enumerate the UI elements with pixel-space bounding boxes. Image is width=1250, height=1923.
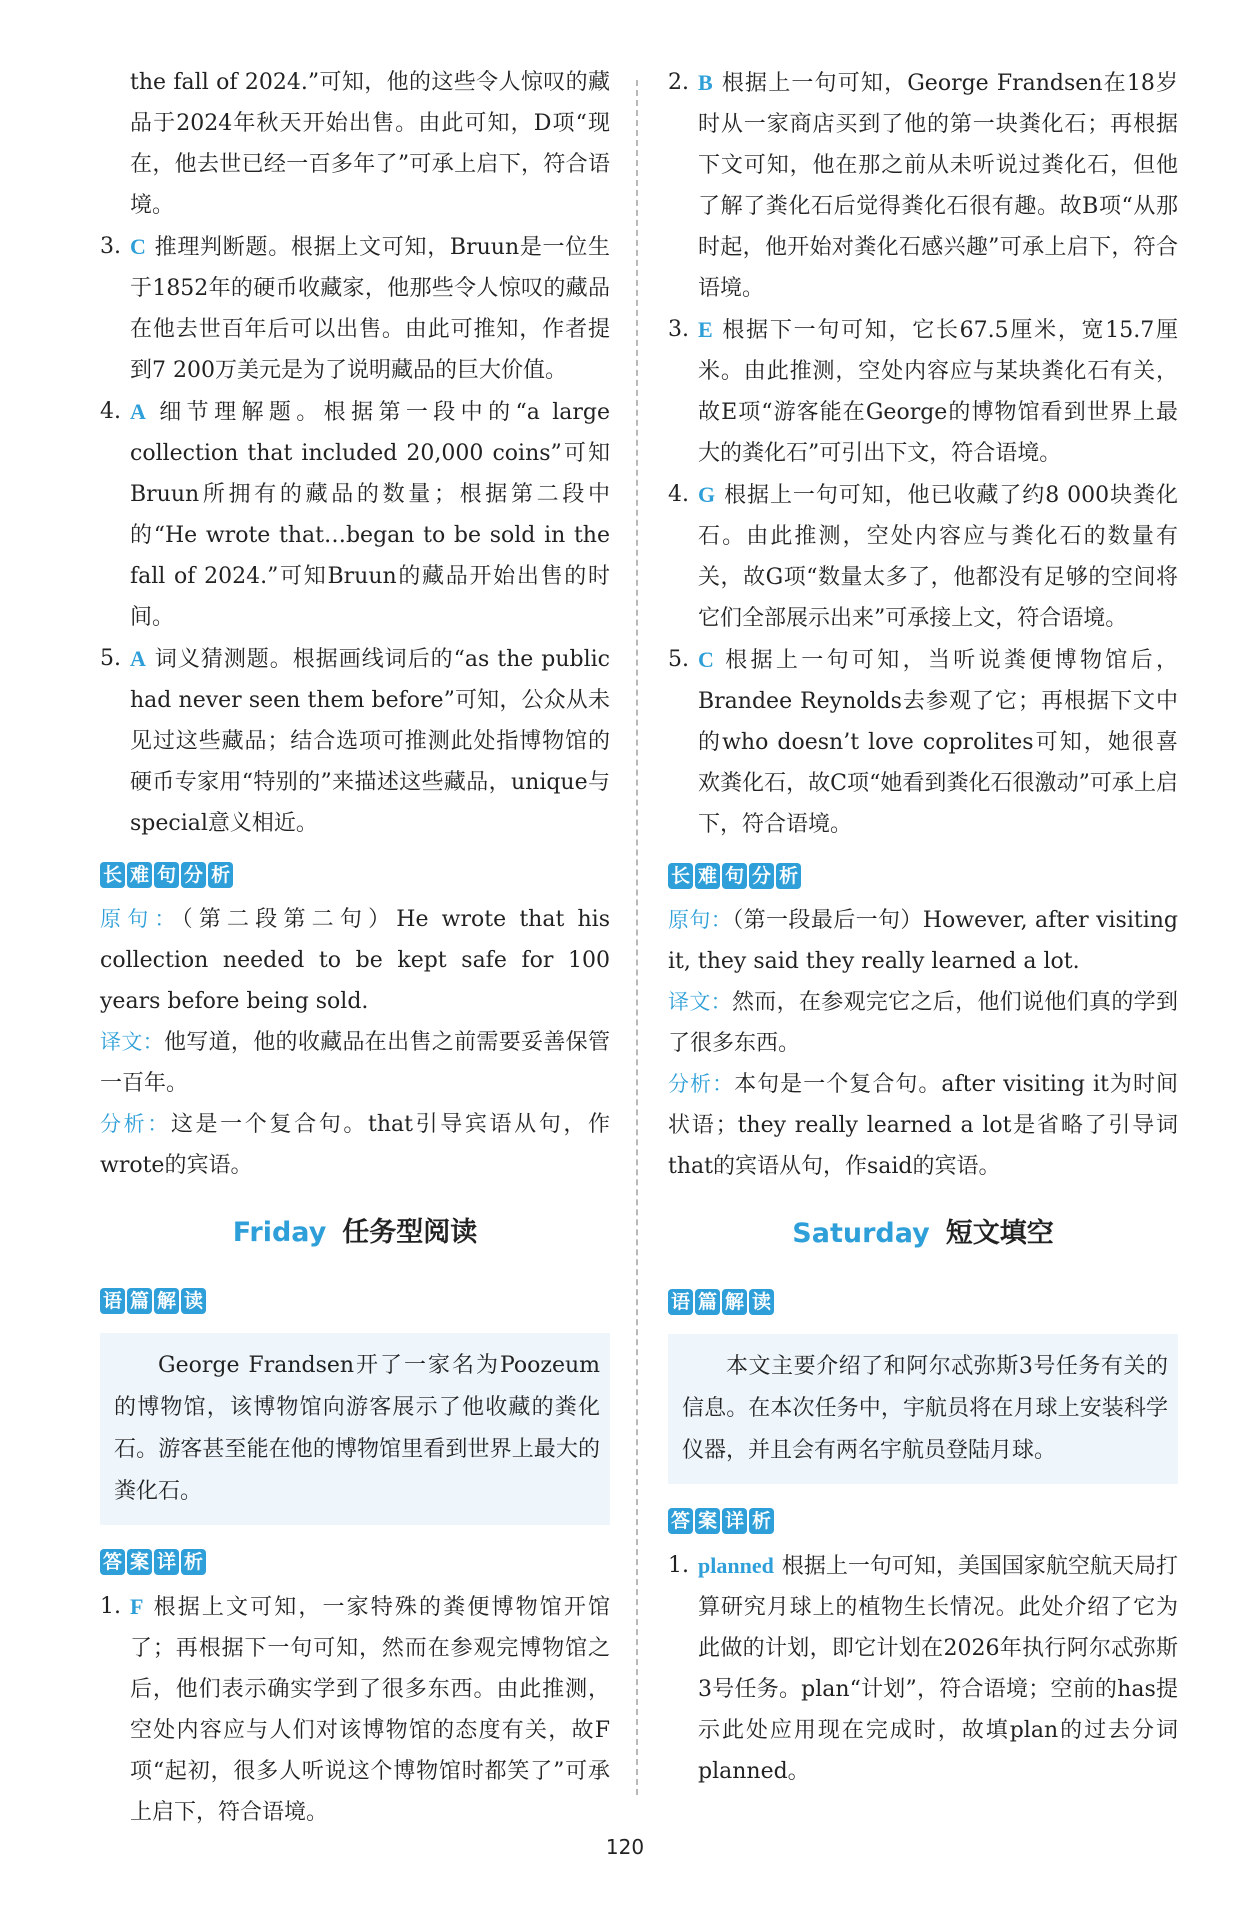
answer-text: 词义猜测题。根据画线词后的“as the public had never seen them before”可知，公众从未见过这些藏品；结合选项可推测此处指博物馆的硬币专家用“特别的”来描述这些藏品，unique与special意义相近。 <box>130 647 610 836</box>
analysis: 分析：本句是一个复合句。after visiting it为时间状语；they really learned a lot是省略了引导词that的宾语从句，作said的宾语。 <box>668 1072 1179 1179</box>
answer-text: 根据上一句可知，他已收藏了约8 000块粪化石。由此推测，空处内容应与粪化石的数量有关，故G项“数量太多了，他都没有足够的空间将它们全部展示出来”可承接上文，符合语境。 <box>698 483 1178 631</box>
answer-text: 根据下一句可知，它长67.5厘米，宽15.7厘米。由此推测，空处内容应与某块粪化石有关，故E项“游客能在George的博物馆看到世界上最大的粪化石”可引出下文，符合语境。 <box>698 318 1178 466</box>
answer-analysis-tag: 答 案 详 析 <box>668 1500 776 1541</box>
answer-text: 根据上一句可知，美国国家航空航天局打算研究月球上的植物生长情况。此处介绍了它为此做的计划，即它计划在2026年执行阿尔忒弥斯3号任务。plan“计划”，符合语境；空前的has提示此处应用现在完成时，故填plan的过去分词planned。 <box>698 1554 1178 1784</box>
answer-letter: A <box>130 646 146 671</box>
answer-number: 3. <box>668 317 689 342</box>
column-divider <box>636 80 638 1795</box>
analysis: 分析：这是一个复合句。that引导宾语从句，作wrote的宾语。 <box>100 1112 611 1178</box>
answer-text: 根据上文可知，一家特殊的粪便博物馆开馆了；再根据下一句可知，然而在参观完博物馆之后，他们表示确实学到了很多东西。由此推测，空处内容应与人们对该博物馆的态度有关，故F项“起初，很多人听说这个博物馆时都笑了”可承上启下，符合语境。 <box>130 1595 610 1825</box>
long-sentence-analysis-tag: 长 难 句 分 析 <box>668 855 803 896</box>
original-sentence: 原句：（第二段第二句）He wrote that his collection needed to be kept safe for 100 years before being sold. <box>100 907 610 1014</box>
friday-summary: George Frandsen开了一家名为Poozeum的博物馆，该博物馆向游客展示了他收藏的粪化石。游客甚至能在他的博物馆里看到世界上最大的粪化石。 <box>100 1333 610 1525</box>
friday-title: Friday 任务型阅读 <box>232 1217 478 1248</box>
answer-letter: E <box>698 317 713 342</box>
answer-analysis-tag: 答 案 详 析 <box>100 1541 208 1582</box>
translation: 译文：然而，在参观完它之后，他们说他们真的学到了很多东西。 <box>668 990 1178 1056</box>
answer-text: 根据上一句可知，当听说粪便博物馆后，Brandee Reynolds去参观了它；再根据下文中的who doesn’t love coprolites可知，她很喜欢粪化石，故C项“她看到粪化石很激动”可承上启下，符合语境。 <box>698 648 1178 837</box>
answer-text: 根据上一句可知，George Frandsen在18岁时从一家商店买到了他的第一块粪化石；再根据下文可知，他在那之前从未听说过粪化石，但他了解了粪化石后觉得粪化石很有趣。故B项“从那时起，他开始对粪化石感兴趣”可承上启下，符合语境。 <box>698 71 1178 301</box>
passage-interpretation-tag: 语 篇 解 读 <box>100 1280 208 1321</box>
translation-label: 译文： <box>100 1030 164 1054</box>
answer-item <box>100 226 610 391</box>
answer-letter: A <box>130 399 146 424</box>
answer-number: 1. <box>668 1553 689 1578</box>
left-column <box>100 62 610 1833</box>
original-label: 原句： <box>668 908 733 932</box>
answer-text: 细节理解题。根据第一段中的“a large collection that included 20,000 coins”可知Bruun所拥有的藏品的数量；根据第二段中的“He wrote that…began to be sold in the fall of 2024.”可知Bruun的藏品开始出售的时间。 <box>130 400 610 630</box>
answer-item <box>100 391 610 638</box>
answer-letter: F <box>130 1594 144 1619</box>
answer-item <box>668 62 1178 309</box>
translation-label: 译文： <box>668 990 732 1014</box>
translation: 译文：他写道，他的收藏品在出售之前需要妥善保管一百年。 <box>100 1030 610 1096</box>
page-number: 120 <box>605 1835 645 1859</box>
answer-word: planned <box>698 1553 774 1578</box>
original-sentence: 原句：（第一段最后一句）However, after visiting it, they said they really learned a lot. <box>668 908 1179 974</box>
long-sentence-analysis-tag: 长 难 句 分 析 <box>100 854 235 895</box>
passage-interpretation-tag: 语 篇 解 读 <box>668 1281 776 1322</box>
right-column <box>668 62 1178 1792</box>
answer-item <box>668 639 1178 845</box>
answer-letter: G <box>698 482 716 507</box>
answer-number: 5. <box>668 647 689 672</box>
answer-number: 1. <box>100 1594 121 1619</box>
answer-item <box>668 474 1178 639</box>
answer-number: 4. <box>668 482 689 507</box>
original-label: 原句： <box>100 907 182 931</box>
answer-item <box>100 1586 610 1833</box>
answer-number: 2. <box>668 70 689 95</box>
saturday-title: Saturday 短文填空 <box>792 1218 1054 1249</box>
continued-answer-2: the fall of 2024.”可知，他的这些令人惊叹的藏品于2024年秋天开始出售。由此可知，D项“现在，他去世已经一百多年了”可承上启下，符合语境。 <box>130 70 610 218</box>
answer-text: 推理判断题。根据上文可知，Bruun是一位生于1852年的硬币收藏家，他那些令人惊叹的藏品在他去世百年后可以出售。由此可推知，作者提到7 200万美元是为了说明藏品的巨大价值。 <box>130 235 610 383</box>
saturday-summary: 本文主要介绍了和阿尔忒弥斯3号任务有关的信息。在本次任务中，宇航员将在月球上安装科学仪器，并且会有两名宇航员登陆月球。 <box>668 1334 1178 1484</box>
analysis-label: 分析： <box>100 1112 171 1136</box>
answer-letter: C <box>130 234 146 259</box>
answer-letter: B <box>698 70 713 95</box>
answer-letter: C <box>698 647 714 672</box>
answer-item <box>668 1545 1178 1792</box>
answer-number: 5. <box>100 646 121 671</box>
answer-item <box>100 638 610 844</box>
analysis-label: 分析： <box>668 1072 735 1096</box>
answer-item <box>668 309 1178 474</box>
answer-number: 4. <box>100 399 121 424</box>
answer-number: 3. <box>100 234 121 259</box>
